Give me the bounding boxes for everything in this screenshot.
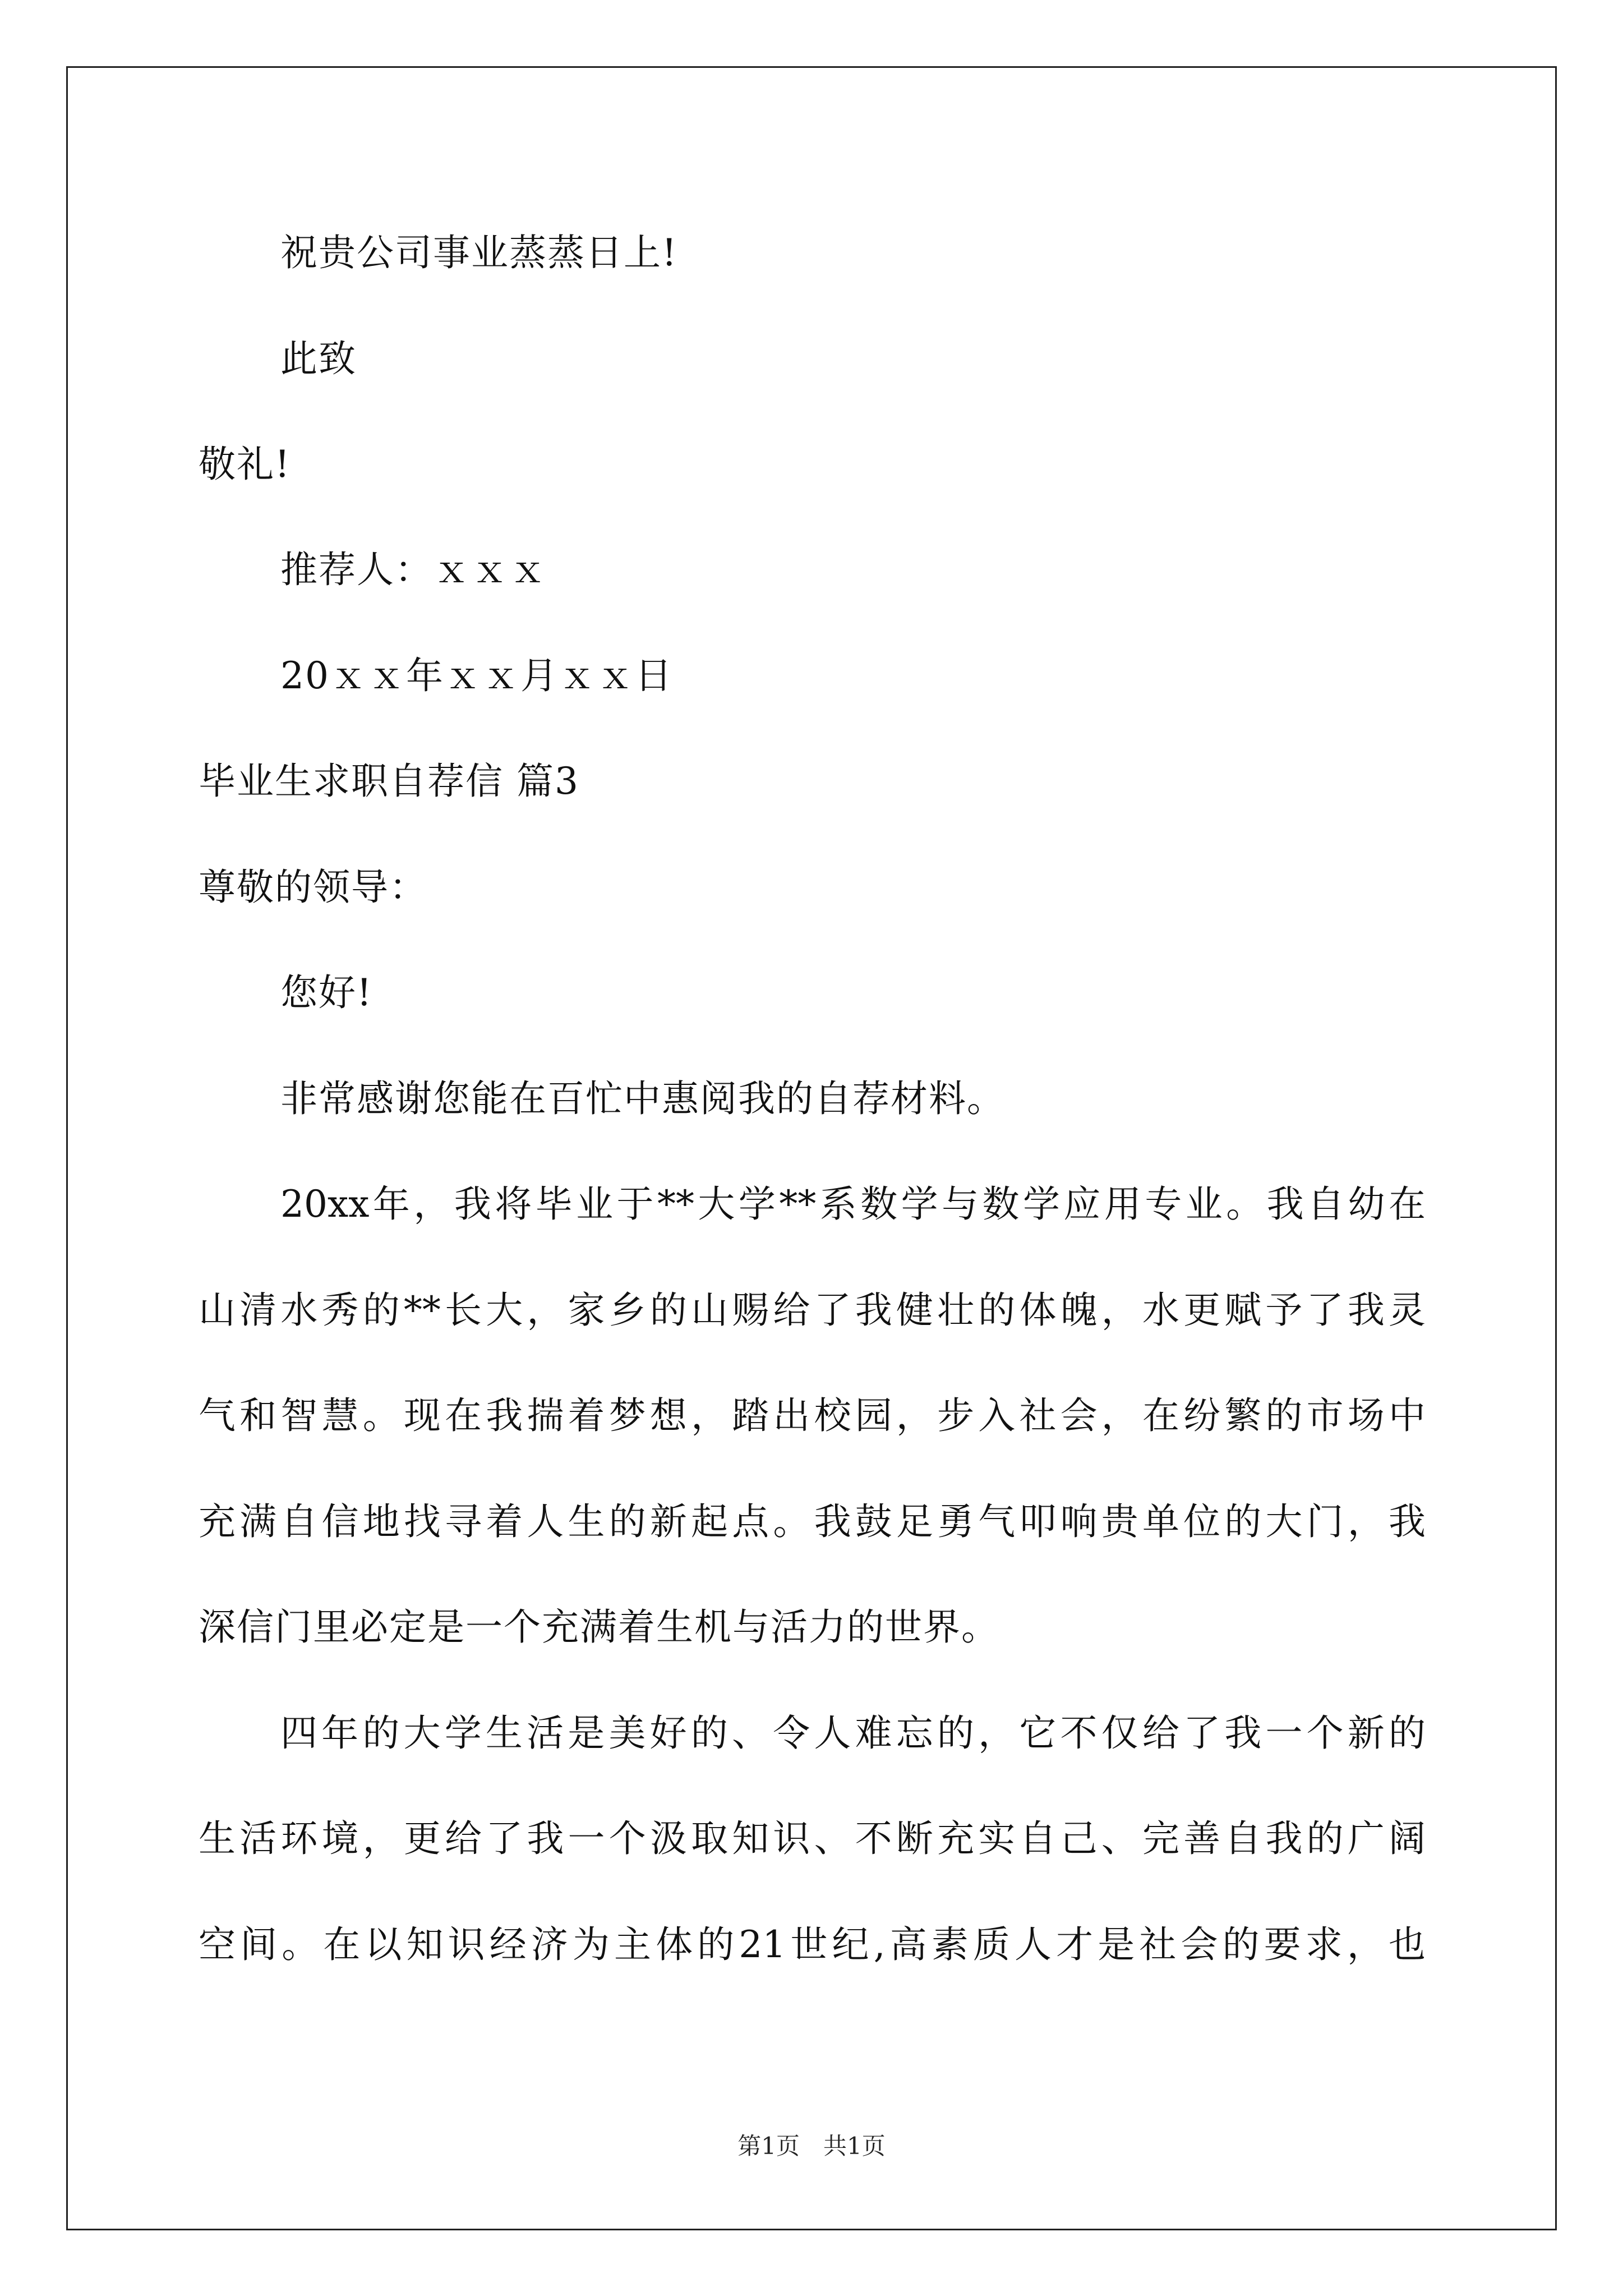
greeting-recipient: 尊敬的领导： (199, 866, 427, 909)
paragraph-line: 山清水秀的**长大，家乡的山赐给了我健壮的体魄，水更赋予了我灵 (199, 1289, 1426, 1332)
paragraph-thanks: 非常感谢您能在百忙中惠阅我的自荐材料。 (280, 1077, 1005, 1120)
paragraph-line: 四年的大学生活是美好的、令人难忘的，它不仅给了我一个新的 (280, 1711, 1426, 1755)
paragraph-line: 空间。在以知识经济为主体的21世纪,高素质人才是社会的要求，也 (199, 1923, 1426, 1966)
recommender-line: 推荐人：ｘｘｘ (280, 548, 547, 591)
paragraph-line: 深信门里必定是一个充满着生机与活力的世界。 (199, 1605, 999, 1649)
salutation-jingli: 敬礼! (199, 443, 291, 486)
paragraph-line: 20xx年，我将毕业于**大学**系数学与数学应用专业。我自幼在 (280, 1182, 1426, 1226)
salutation-cizhi: 此致 (280, 337, 357, 380)
paragraph-line: 气和智慧。现在我揣着梦想，踏出校园，步入社会，在纷繁的市场中 (199, 1394, 1426, 1437)
section-heading: 毕业生求职自荐信 篇3 (199, 760, 579, 803)
paragraph-line: 生活环境，更给了我一个汲取知识、不断充实自己、完善自我的广阔 (199, 1817, 1426, 1860)
closing-wish: 祝贵公司事业蒸蒸日上! (280, 231, 678, 274)
greeting-hello: 您好! (280, 971, 373, 1014)
page-footer: 第1页 共1页 (737, 2132, 886, 2160)
paragraph-line: 充满自信地找寻着人生的新起点。我鼓足勇气叩响贵单位的大门，我 (199, 1500, 1426, 1543)
date-line: 20ｘｘ年ｘｘ月ｘｘ日 (280, 654, 673, 697)
page-border (66, 66, 1557, 2230)
